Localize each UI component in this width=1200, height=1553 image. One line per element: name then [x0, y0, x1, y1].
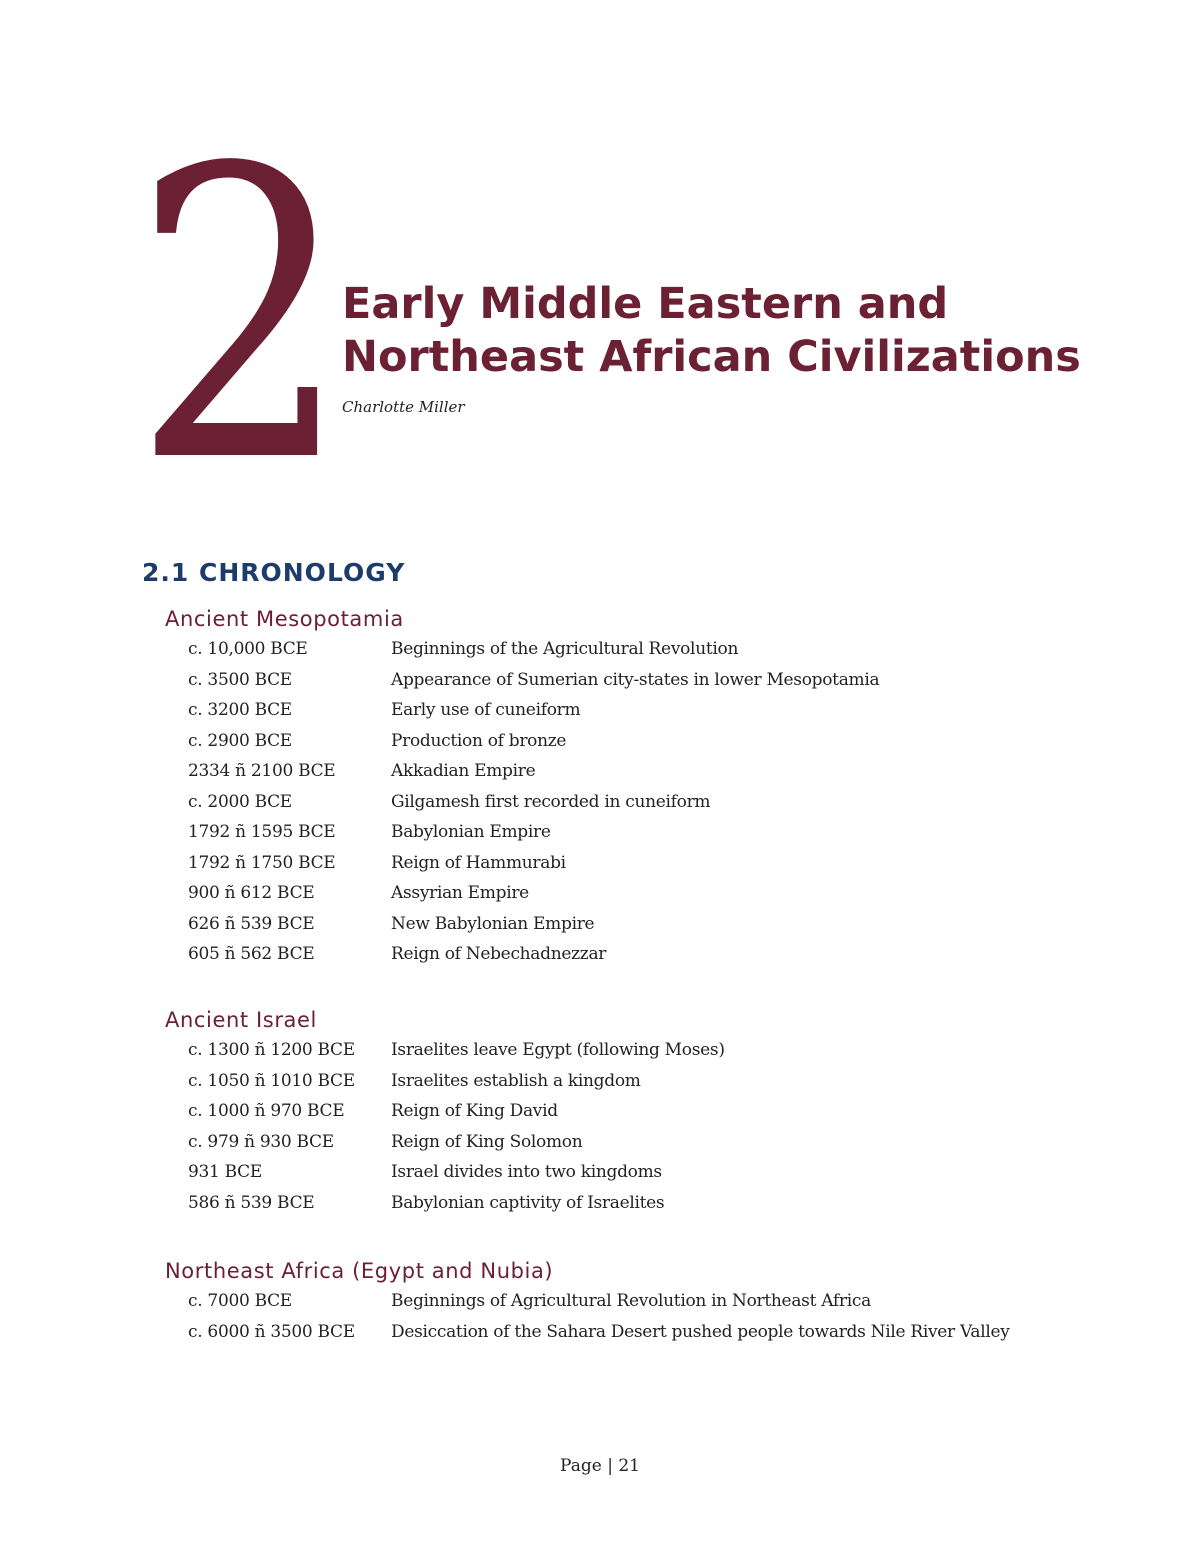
author-name: Charlotte Miller — [342, 398, 465, 416]
row-date: c. 979 ñ 930 BCE — [188, 1131, 334, 1152]
row-date: c. 1050 ñ 1010 BCE — [188, 1070, 355, 1091]
row-event: Israelites establish a kingdom — [391, 1070, 641, 1091]
table-row — [165, 634, 1065, 665]
row-date: 900 ñ 612 BCE — [188, 883, 315, 904]
row-date: c. 1000 ñ 970 BCE — [188, 1101, 345, 1122]
chronology-group-israel — [165, 1005, 1065, 1218]
page-number: Page | 21 — [560, 1456, 640, 1476]
row-event: Babylonian captivity of Israelites — [391, 1192, 665, 1213]
row-event: Appearance of Sumerian city-states in lower Mesopotamia — [391, 669, 880, 690]
row-event: Desiccation of the Sahara Desert pushed people towards Nile River Valley — [391, 1321, 1010, 1342]
row-date: c. 7000 BCE — [188, 1291, 292, 1312]
row-date: c. 6000 ñ 3500 BCE — [188, 1321, 355, 1342]
chapter-title-line-2: Northeast African Civilizations — [342, 332, 1081, 382]
table-row — [165, 695, 1065, 726]
row-event: Assyrian Empire — [391, 883, 529, 904]
table-row — [165, 726, 1065, 757]
row-date: 1792 ñ 1750 BCE — [188, 852, 336, 873]
row-event: Beginnings of Agricultural Revolution in Northeast Africa — [391, 1291, 871, 1312]
table-row — [165, 1127, 1065, 1158]
row-event: Israelites leave Egypt (following Moses) — [391, 1040, 725, 1061]
table-row — [165, 1066, 1065, 1097]
row-event: Reign of King Solomon — [391, 1131, 583, 1152]
table-row — [165, 939, 1065, 970]
row-date: c. 3200 BCE — [188, 700, 292, 721]
row-event: Babylonian Empire — [391, 822, 551, 843]
table-row — [165, 1035, 1065, 1066]
row-event: Akkadian Empire — [391, 761, 536, 782]
table-row — [165, 817, 1065, 848]
row-event: Reign of Nebechadnezzar — [391, 944, 607, 965]
chapter-title — [342, 278, 1081, 384]
table-row — [165, 1096, 1065, 1127]
row-date: 605 ñ 562 BCE — [188, 944, 315, 965]
row-event: Israel divides into two kingdoms — [391, 1162, 662, 1183]
row-date: 1792 ñ 1595 BCE — [188, 822, 336, 843]
table-row — [165, 665, 1065, 696]
table-row — [165, 848, 1065, 879]
table-row — [165, 909, 1065, 940]
table-row — [165, 1157, 1065, 1188]
table-row — [165, 1188, 1065, 1219]
row-date: 586 ñ 539 BCE — [188, 1192, 315, 1213]
row-event: Reign of King David — [391, 1101, 558, 1122]
group-heading: Northeast Africa (Egypt and Nubia) — [165, 1259, 554, 1283]
row-event: Early use of cuneiform — [391, 700, 581, 721]
table-row — [165, 1286, 1065, 1317]
row-date: c. 2000 BCE — [188, 791, 292, 812]
row-date: 626 ñ 539 BCE — [188, 913, 315, 934]
chronology-group-northeast-africa — [165, 1256, 1065, 1347]
row-event: New Babylonian Empire — [391, 913, 595, 934]
row-event: Production of bronze — [391, 730, 567, 751]
table-row — [165, 1317, 1065, 1348]
table-row — [165, 787, 1065, 818]
row-event: Gilgamesh first recorded in cuneiform — [391, 791, 711, 812]
row-date: c. 3500 BCE — [188, 669, 292, 690]
row-date: c. 10,000 BCE — [188, 639, 308, 660]
chapter-title-line-1: Early Middle Eastern and — [342, 279, 949, 329]
group-heading: Ancient Israel — [165, 1008, 317, 1032]
group-heading: Ancient Mesopotamia — [165, 607, 404, 631]
table-row — [165, 756, 1065, 787]
table-row — [165, 878, 1065, 909]
row-event: Beginnings of the Agricultural Revolution — [391, 639, 739, 660]
row-date: 2334 ñ 2100 BCE — [188, 761, 336, 782]
row-date: c. 2900 BCE — [188, 730, 292, 751]
chapter-number: 2 — [132, 85, 343, 550]
row-date: 931 BCE — [188, 1162, 262, 1183]
row-event: Reign of Hammurabi — [391, 852, 566, 873]
chronology-group-mesopotamia — [165, 604, 1065, 970]
row-date: c. 1300 ñ 1200 BCE — [188, 1040, 355, 1061]
section-heading: 2.1 CHRONOLOGY — [142, 558, 406, 587]
